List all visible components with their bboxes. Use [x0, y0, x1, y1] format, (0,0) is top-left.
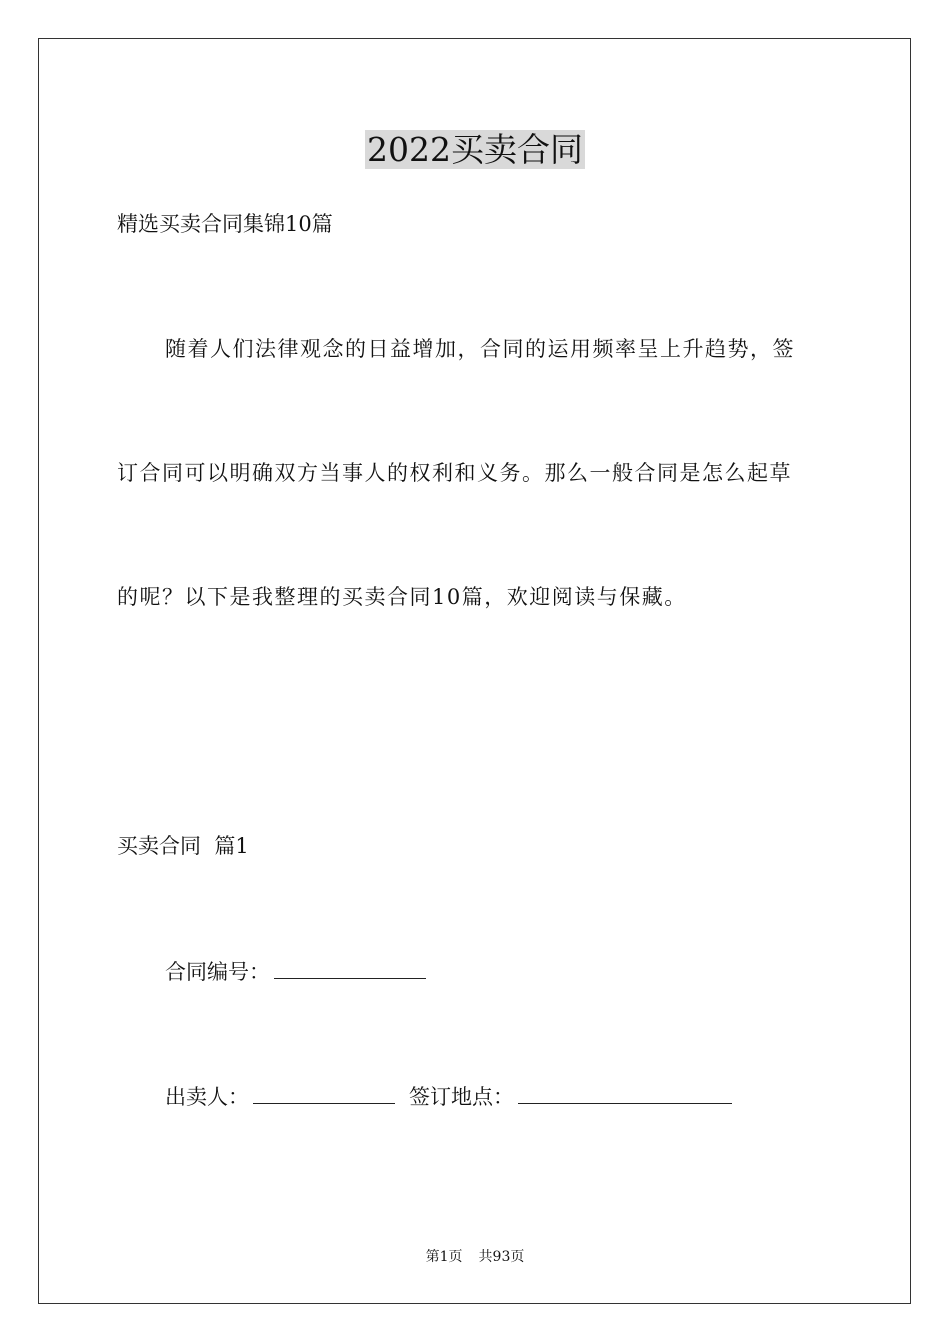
seller-row	[165, 1081, 732, 1112]
seller-label: 出卖人：	[165, 1085, 249, 1109]
page-number: 第1页	[425, 1249, 463, 1265]
intro-line-1: 随着人们法律观念的日益增加，合同的运用频率呈上升趋势，签	[165, 337, 795, 361]
section-heading: 买卖合同 篇1	[117, 834, 249, 858]
sign-place-blank	[518, 1081, 732, 1104]
intro-line-3: 的呢？以下是我整理的买卖合同10篇，欢迎阅读与保藏。	[117, 585, 687, 609]
page-total: 共93页	[478, 1249, 525, 1265]
seller-blank	[253, 1081, 395, 1104]
document-title-text: 2022买卖合同	[367, 130, 583, 169]
contract-number-row	[165, 956, 426, 987]
page-footer	[0, 1247, 950, 1267]
contract-number-blank	[274, 956, 426, 979]
document-title	[0, 128, 950, 172]
contract-number-label: 合同编号：	[165, 960, 270, 984]
intro-line-2: 订合同可以明确双方当事人的权利和义务。那么一般合同是怎么起草	[117, 461, 792, 485]
document-subtitle: 精选买卖合同集锦10篇	[117, 212, 333, 236]
sign-place-label: 签订地点：	[409, 1085, 514, 1109]
